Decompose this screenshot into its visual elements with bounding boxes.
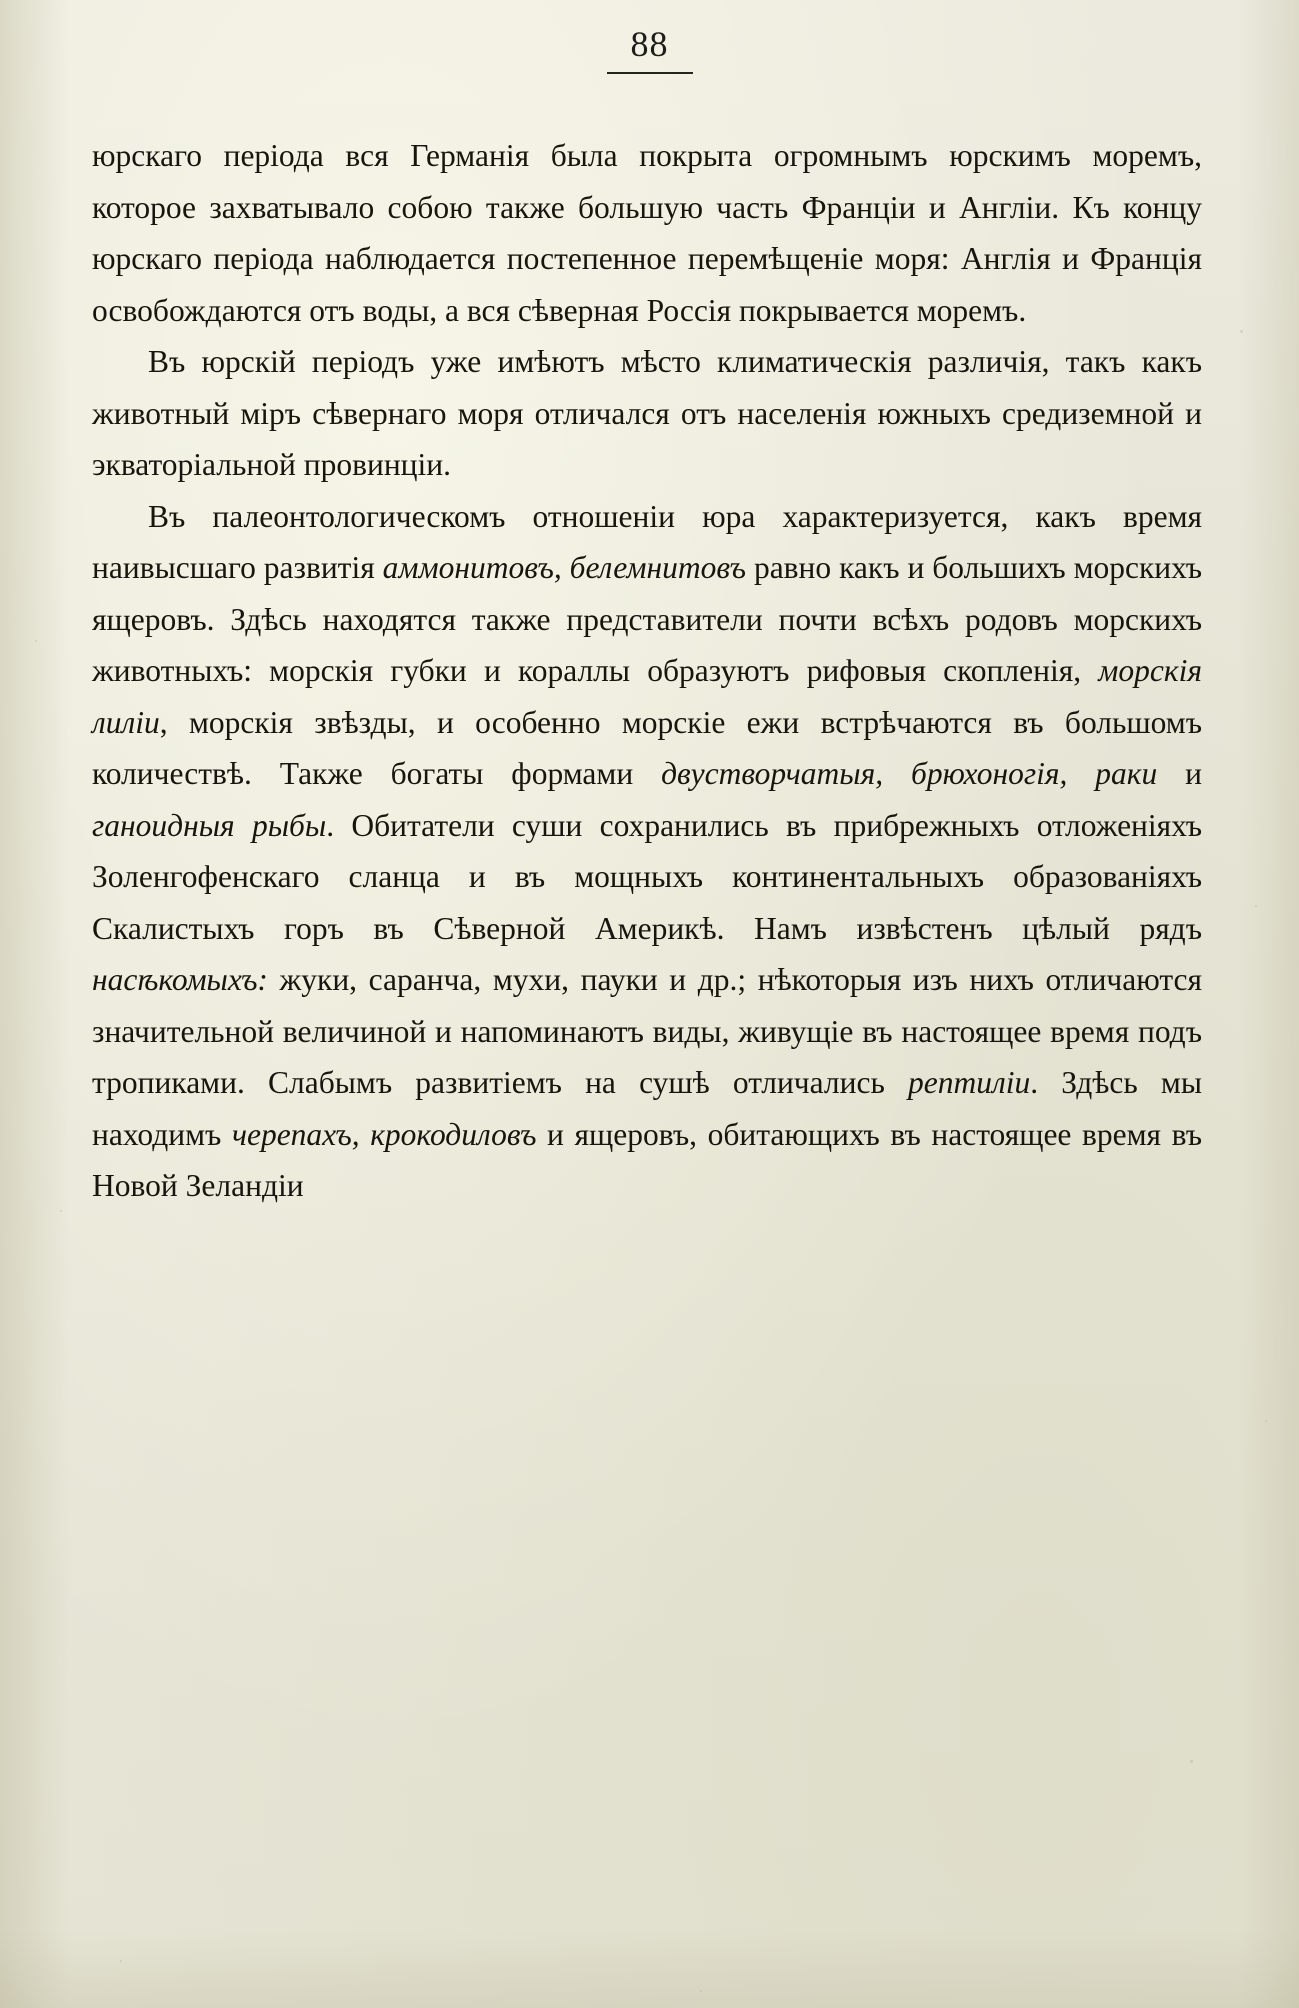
text-run: . Обитатели суши сохранились въ прибрежныхъ отложеніяхъ Золенгофенскаго сланца и въ мощныхъ континентальныхъ образованіяхъ Скалистыхъ горъ въ Сѣверной Америкѣ. Намъ извѣстенъ цѣлый рядъ [92,807,1202,946]
paper-speckle [35,640,37,642]
paper-speckle [60,1210,62,1212]
page-edge-shading-left [0,0,70,2008]
paper-speckle [1240,330,1243,333]
header-rule [607,72,693,74]
text-run: и [1157,756,1202,791]
text-run: равно какъ и большихъ морскихъ ящеровъ. Здѣсь находятся также представители почти всѣхъ родовъ морскихъ животныхъ: морскія губки и кораллы образуютъ рифовыя скопленія, [92,550,1202,688]
text-run: жуки, саранча, мухи, пауки и др.; нѣкоторыя изъ нихъ отличаются значительной величиной и напоминаютъ виды, живущіе въ настоящее время подъ тропиками. Слабымъ развитіемъ на сушѣ отличались [92,962,1202,1100]
page-header [0,26,1299,74]
text-run: , морскія звѣзды, и особенно морскіе ежи встрѣчаются въ большомъ количествѣ. Также богаты формами [92,704,1202,791]
emphasized-text: двустворчатыя, брюхоногія, раки [661,756,1158,791]
text-run: и ящеровъ, обитающихъ въ настоящее время въ Новой Зеландіи [92,1116,1202,1203]
paper-speckle [700,1990,702,1992]
emphasized-text: насѣкомыхъ: [92,962,268,997]
page-edge-shading-right [1239,0,1299,2008]
text-run: Въ палеонтологическомъ отношеніи юра характеризуется, какъ время наивысшаго развитія [92,498,1202,585]
emphasized-text: ганоидныя рыбы [92,807,327,843]
text-run: . Здѣсь мы находимъ [92,1065,1202,1152]
emphasized-text: морскія лиліи [92,653,1202,740]
paragraph [92,336,1202,491]
page-edge-shading-bottom [0,1928,1299,2008]
paper-speckle [1255,905,1257,907]
body-text [92,130,1202,1212]
paragraph [92,491,1202,1212]
paper-speckle [120,1960,122,1962]
emphasized-text: рептиліи [908,1065,1031,1100]
emphasized-text: аммонитовъ, белемнитовъ [382,550,746,585]
paragraph [92,130,1202,336]
emphasized-text: черепахъ, крокодиловъ [231,1116,537,1152]
text-run: Въ юрскій періодъ уже имѣютъ мѣсто климатическія различія, такъ какъ животный міръ сѣвернаго моря отличался отъ населенія южныхъ средиземной и экваторіальной провинціи. [92,344,1202,482]
paper-speckle [1265,1420,1267,1422]
text-run: юрскаго періода вся Германія была покрыта огромнымъ юрскимъ моремъ, которое захватывало собою также большую часть Франціи и Англіи. Къ концу юрскаго періода наблюдается постепенное перемѣщеніе моря: Англія и Франція освобождаются отъ воды, а вся сѣверная Россія покрывается моремъ. [92,138,1202,328]
paper-speckle [1190,1760,1193,1763]
page-number: 88 [630,24,669,64]
